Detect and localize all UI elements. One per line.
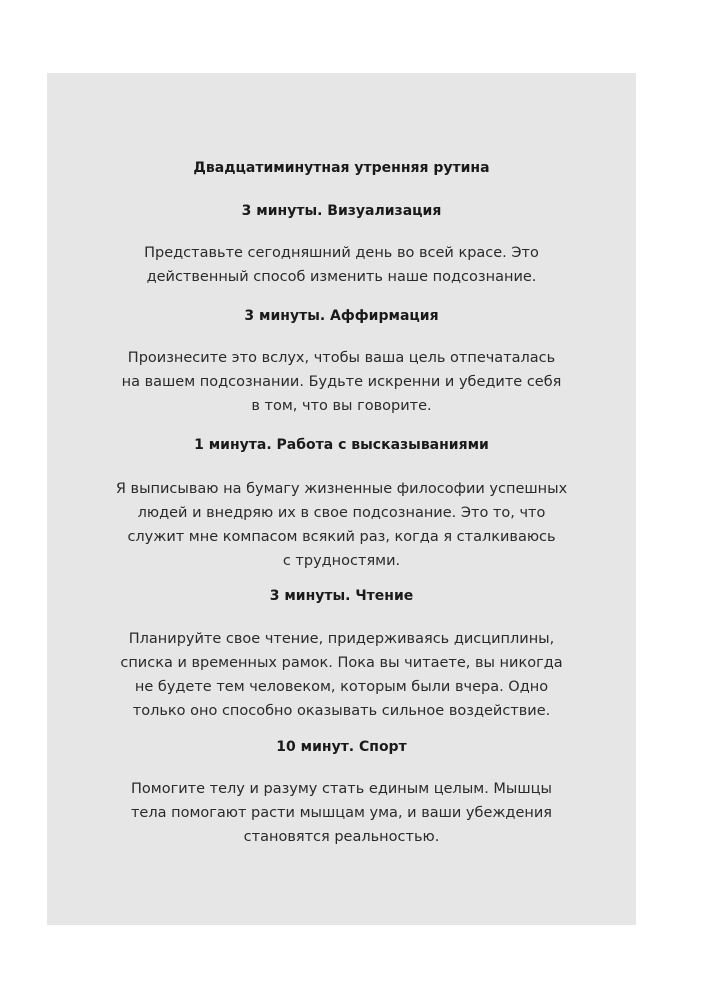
section-heading: 1 минута. Работа с высказываниями xyxy=(194,437,489,453)
page-title: Двадцатиминутная утренняя рутина xyxy=(193,160,490,176)
section-body: Планируйте свое чтение, придерживаясь дисциплины, списка и временных рамок. Пока вы читаете, вы никогда не будете тем человеком, которым были вчера. Одно только оно способно оказывать сильное воздействие. xyxy=(120,631,563,719)
content-panel xyxy=(47,73,636,925)
section-body: Я выписываю на бумагу жизненные философии успешных людей и внедряю их в свое подсознание. Это то, что служит мне компасом всякий раз, когда я сталкиваюсь с трудностями. xyxy=(115,481,568,569)
section-heading: 3 минуты. Визуализация xyxy=(241,203,442,219)
section-heading: 3 минуты. Аффирмация xyxy=(244,308,439,324)
section-sport xyxy=(47,737,636,849)
section-body: Представьте сегодняшний день во всей красе. Это действенный способ изменить наше подсознание. xyxy=(144,245,539,285)
section-visualization xyxy=(47,201,636,289)
section-body: Произнесите это вслух, чтобы ваша цель отпечаталась на вашем подсознании. Будьте искренни и убедите себя в том, что вы говорите. xyxy=(121,350,562,414)
section-reading xyxy=(47,586,636,723)
section-body: Помогите телу и разуму стать единым целым. Мышцы тела помогают расти мышцам ума, и ваши убеждения становятся реальностью. xyxy=(130,781,553,845)
section-heading: 10 минут. Спорт xyxy=(276,739,407,755)
section-heading: 3 минуты. Чтение xyxy=(269,588,414,604)
section-affirmation xyxy=(47,306,636,418)
section-statements xyxy=(47,435,636,573)
